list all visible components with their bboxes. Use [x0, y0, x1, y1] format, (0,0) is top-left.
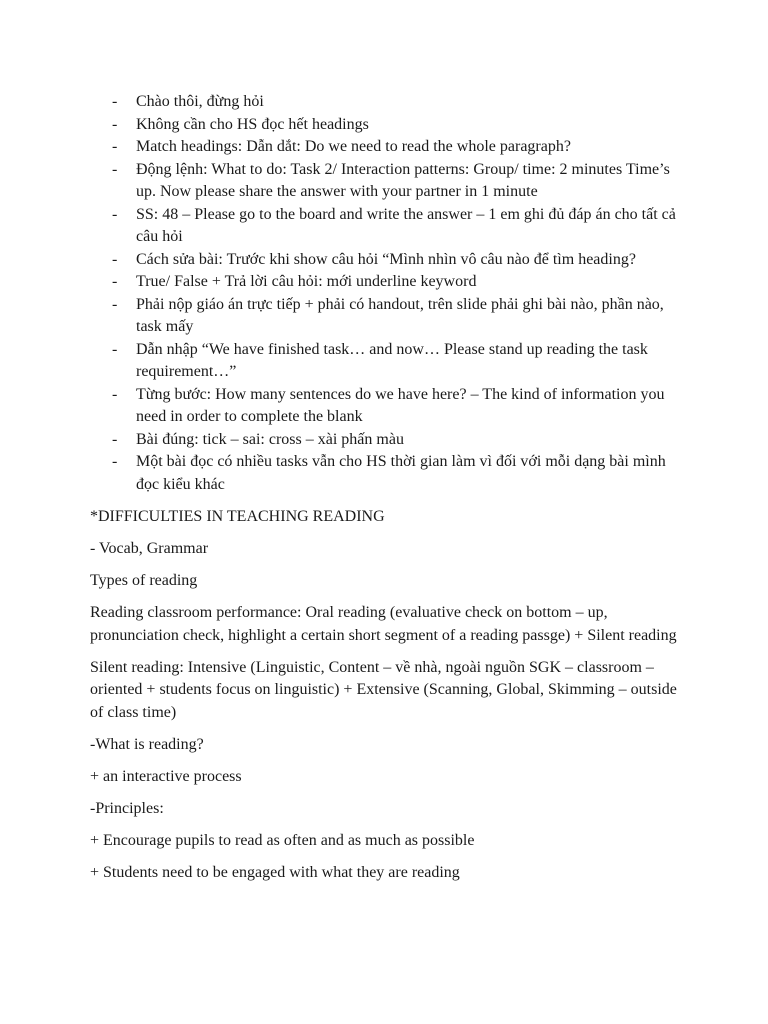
list-item: [110, 91, 690, 114]
list-item-text: Động lệnh: What to do: Task 2/ Interaction patterns: Group/ time: 2 minutes Time’s up. Now please share the answer with your partner in 1 minute: [136, 160, 670, 200]
bullet-dash: -: [112, 250, 118, 268]
list-item-text: Không cần cho HS đọc hết headings: [136, 115, 369, 133]
list-item-text: True/ False + Trả lời câu hỏi: mới underline keyword: [136, 273, 477, 290]
paragraph: Types of reading: [90, 572, 198, 589]
list-item-text: Chào thôi, đừng hỏi: [136, 93, 264, 110]
bullet-dash: -: [112, 295, 118, 313]
list-item-text: Từng bước: How many sentences do we have here? – The kind of information you need in order to complete the blank: [136, 385, 665, 425]
bullet-dash: -: [112, 340, 118, 358]
paragraph: + Encourage pupils to read as often and as much as possible: [90, 831, 475, 849]
list-item: [110, 114, 690, 137]
list-item-text: Dẫn nhập “We have finished task… and now… Please stand up reading the task requirement…”: [136, 340, 648, 380]
bullet-dash: -: [112, 93, 118, 110]
bullet-dash: -: [112, 115, 118, 133]
paragraph: Silent reading: Intensive (Linguistic, Content – về nhà, ngoài nguồn SGK – classroom – oriented + students focus on linguistic) + Extensive (Scanning, Global, Skimming – outside of class time): [90, 658, 677, 721]
paragraph: + Students need to be engaged with what they are reading: [90, 863, 460, 881]
list-item-text: Cách sửa bài: Trước khi show câu hỏi “Mình nhìn vô câu nào để tìm heading?: [136, 250, 636, 268]
list-item: [110, 159, 690, 204]
list-item: [110, 451, 690, 496]
list-item: [110, 339, 690, 384]
list-item: [110, 294, 690, 339]
list-item: [110, 136, 690, 159]
section-heading: *DIFFICULTIES IN TEACHING READING: [90, 508, 385, 525]
paragraph: Reading classroom performance: Oral reading (evaluative check on bottom – up, pronunciation check, highlight a certain short segment of a reading passge) + Silent reading: [90, 604, 677, 644]
list-item-text: Bài đúng: tick – sai: cross – xài phấn màu: [136, 430, 404, 448]
list-item-text: Phải nộp giáo án trực tiếp + phải có handout, trên slide phải ghi bài nào, phần nào, task mấy: [136, 295, 664, 335]
list-item-text: SS: 48 – Please go to the board and write the answer – 1 em ghi đủ đáp án cho tất cả câu hỏi: [136, 205, 676, 245]
paragraph: - Vocab, Grammar: [90, 540, 209, 557]
list-item-text: Một bài đọc có nhiều tasks vẫn cho HS thời gian làm vì đối với mỗi dạng bài mình đọc kiểu khác: [136, 453, 666, 493]
bullet-dash: -: [112, 160, 118, 178]
bullet-dash: -: [112, 205, 118, 223]
bullet-dash: -: [112, 453, 118, 470]
bullet-dash: -: [112, 273, 118, 290]
list-item-text: Match headings: Dẫn dắt: Do we need to read the whole paragraph?: [136, 138, 571, 155]
notes-body: [90, 506, 690, 894]
list-item: [110, 249, 690, 272]
list-item: [110, 271, 690, 294]
paragraph: + an interactive process: [90, 767, 242, 785]
paragraph: -What is reading?: [90, 735, 204, 753]
list-item: [110, 384, 690, 429]
bullet-dash: -: [112, 430, 118, 448]
notes-bullet-list: [110, 91, 690, 496]
list-item: [110, 429, 690, 452]
bullet-dash: -: [112, 138, 118, 155]
paragraph: -Principles:: [90, 799, 164, 817]
bullet-dash: -: [112, 385, 118, 403]
list-item: [110, 204, 690, 249]
